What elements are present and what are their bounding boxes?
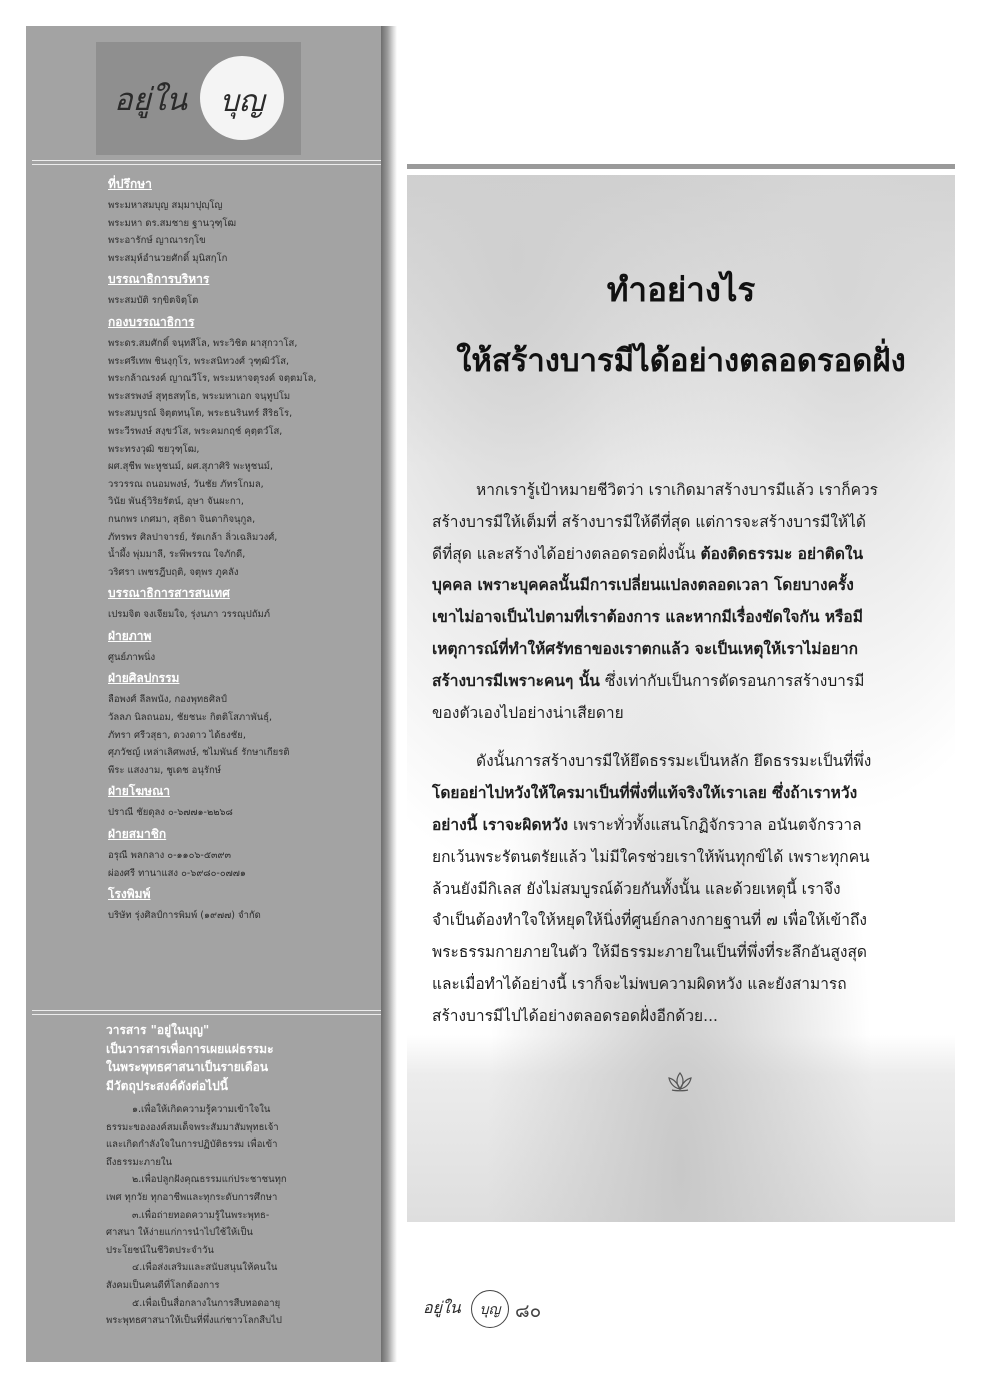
sidebar-shadow xyxy=(381,26,397,1362)
article-text: พระธรรมกายภายในตัว ให้มีธรรมะภายในเป็นที่พึ่งที่ระลึกอันสูงสุด xyxy=(432,943,867,962)
article-line xyxy=(432,666,930,698)
article-title-line-1: ทำอย่างไร xyxy=(606,270,756,309)
footer-logo-script: อยู่ใน xyxy=(423,1298,461,1317)
staff-name-line: ผศ.สุชีพ พะหูชนม์, ผศ.สุภาศิริ พะหูชนม์, xyxy=(108,461,274,473)
staff-section xyxy=(108,670,373,779)
sidebar xyxy=(26,26,381,1362)
article-line xyxy=(432,698,930,730)
staff-name-line: ปราณี ชัยดุลง ๐-๖๗๗๑-๒๒๖๘ xyxy=(108,807,233,819)
article-line xyxy=(432,778,930,810)
article-text: ของตัวเองไปอย่างน่าเสียดาย xyxy=(432,703,624,722)
page-number: ๘๐ xyxy=(515,1300,542,1322)
staff-name-line: วรวรรณ ถนอมพงษ์, วันชัย ภัทรโกมล, xyxy=(108,478,264,490)
staff-section-title: ฝ่ายศิลปกรรม xyxy=(108,671,180,686)
staff-section-title: บรรณาธิการสารสนเทศ xyxy=(108,586,230,601)
journal-heading-line: เป็นวารสารเพื่อการเผยแผ่ธรรมะ xyxy=(106,1041,274,1056)
article-text: ยกเว้นพระรัตนตรัยแล้ว ไม่มีใครช่วยเราให้พ้นทุกข์ได้ เพราะทุกคน xyxy=(432,847,870,866)
article-line xyxy=(432,874,930,906)
staff-section-title: บรรณาธิการบริหาร xyxy=(108,272,210,287)
journal-objectives xyxy=(106,1021,374,1330)
staff-name-line: พีระ แสงงาม, ชูเดช อนุรักษ์ xyxy=(108,764,221,776)
staff-name-line: ศูนย์ภาพนิ่ง xyxy=(108,651,156,663)
journal-objective-line: ๓.เพื่อถ่ายทอดความรู้ในพระพุทธ- xyxy=(132,1209,270,1221)
article-text-bold: สร้างบารมีเพราะคนๆ นั้น xyxy=(432,671,600,690)
footer-logo-circle-text: บุญ xyxy=(479,1302,501,1318)
article-text: หากเรารู้เป้าหมายชีวิตว่า เราเกิดมาสร้างบารมีแล้ว เราก็ควร xyxy=(476,481,879,499)
staff-name-line: พระสมบูรณ์ จิตฺตทนฺโต, พระธนรินทร์ สีริธโร, xyxy=(108,408,293,420)
article-text: ดังนั้นการสร้างบารมีให้ยึดธรรมะเป็นหลัก ยึดธรรมะเป็นที่พึ่ง xyxy=(476,752,872,771)
lotus-icon xyxy=(664,1070,696,1092)
article-text: สร้างบารมีไปได้อย่างตลอดรอดฝั่งอีกด้วย... xyxy=(432,1006,718,1025)
article-text: ล้วนยังมีกิเลส ยังไม่สมบูรณ์ด้วยกันทั้งนั้น และด้วยเหตุนี้ เราจึง xyxy=(432,879,841,898)
staff-name-line: วริศรา เพชรฎีบฤติ, จตุพร ภูคลัง xyxy=(108,566,239,578)
article-line xyxy=(432,905,930,937)
staff-name-line: ภัทรพร ศิลปาจารย์, รัตเกล้า ลิ่วเฉลิมวงศ์, xyxy=(108,531,278,543)
staff-name-line: พระวีรพงษ์ สงฺขวํโส, พระคมกฤช์ คุตฺตวํโส, xyxy=(108,425,283,437)
article-text-bold: เหตุการณ์ที่ทำให้ศรัทธาของเราตกแล้ว จะเป็นเหตุให้เราไม่อยาก xyxy=(432,639,859,658)
article-line xyxy=(432,507,930,539)
article-text-bold: ต้องติดธรรมะ อย่าติดใน xyxy=(700,544,864,563)
article-line xyxy=(432,634,930,666)
journal-objective-line: พระพุทธศาสนาให้เป็นที่พึ่งแก่ชาวโลกสืบไป xyxy=(106,1315,282,1327)
journal-objective-line: และเกิดกำลังใจในการปฏิบัติธรรม เพื่อเข้า xyxy=(106,1139,278,1151)
staff-section-title: ฝ่ายโฆษณา xyxy=(108,784,170,799)
staff-section xyxy=(108,886,373,925)
staff-section xyxy=(108,314,373,581)
journal-objective-line: ถึงธรรมะภายใน xyxy=(106,1156,173,1168)
article-line xyxy=(432,842,930,874)
article-title-line-2: ให้สร้างบารมีได้อย่างตลอดรอดฝั่ง xyxy=(456,343,906,379)
staff-section xyxy=(108,271,373,310)
article-line xyxy=(432,810,930,842)
article-line xyxy=(432,1001,930,1033)
article-body xyxy=(432,475,930,1050)
staff-section xyxy=(108,628,373,667)
staff-name-line: ศุภวัชญ์ เหล่าเลิศพงษ์, ชไมพันธ์ รักษาเกียรติ xyxy=(108,747,290,759)
staff-name-line: อรุณี พลกลาง ๐-๑๑๐๖-๕๓๙๓ xyxy=(108,850,231,862)
journal-objective-line: สังคมเป็นคนดีที่โลกต้องการ xyxy=(106,1279,220,1291)
staff-section-title: กองบรรณาธิการ xyxy=(108,314,195,329)
staff-name-line: บริษัท รุ่งศิลป์การพิมพ์ (๑๙๗๗) จำกัด xyxy=(108,910,261,922)
article-line xyxy=(432,746,930,778)
journal-heading-line: ในพระพุทธศาสนาเป็นรายเดือน xyxy=(106,1060,269,1074)
article-text-bold: โดยอย่าไปหวังให้ใครมาเป็นที่พึ่งที่แท้จริงให้เราเลย ซึ่งถ้าเราหวัง xyxy=(432,784,858,803)
staff-name-line: เปรมจิต จงเจียมใจ, รุ่งนภา วรรณุปถัมภ์ xyxy=(108,609,271,621)
article-text: จำเป็นต้องทำใจให้หยุดให้นิ่งที่ศูนย์กลางกายฐานที่ ๗ เพื่อให้เข้าถึง xyxy=(432,911,867,930)
journal-objective-line: ศาสนา ให้ง่ายแก่การนำไปใช้ให้เป็น xyxy=(106,1227,253,1239)
article-line xyxy=(432,937,930,969)
article-text: ซึ่งเท่ากับเป็นการตัดรอนการสร้างบารมี xyxy=(599,671,865,690)
magazine-logo xyxy=(96,42,301,155)
journal-objective-line: ๔.เพื่อส่งเสริมและสนับสนุนให้คนใน xyxy=(132,1262,278,1274)
article-text: สร้างบารมีให้เต็มที่ สร้างบารมีให้ดีที่สุด แต่การจะสร้างบารมีให้ได้ xyxy=(432,512,866,531)
staff-name-line: วินัย พันธุ์วิริยรัตน์, อุษา จันผะกา, xyxy=(108,496,244,508)
article-line xyxy=(432,475,930,507)
article-line xyxy=(432,602,930,634)
staff-section-title: ฝ่ายสมาชิก xyxy=(108,827,167,842)
staff-name-line: พระดร.สมศักดิ์ จนฺทสีโล, พระวิชิต ผาสุกวาโส, xyxy=(108,337,298,349)
staff-name-line: กนกพร เกศมา, สุธิดา จินดากิจนุกูล, xyxy=(108,513,256,525)
article-line xyxy=(432,539,930,571)
staff-section xyxy=(108,783,373,822)
journal-objective-line: ๑.เพื่อให้เกิดความรู้ความเข้าใจใน xyxy=(132,1104,271,1115)
logo-script-text: อยู่ใน xyxy=(114,82,188,118)
journal-objective-line: ประโยชน์ในชีวิตประจำวัน xyxy=(106,1244,214,1256)
staff-section xyxy=(108,176,373,267)
article-top-rule xyxy=(407,164,955,169)
logo-circle-text: บุญ xyxy=(219,84,265,119)
staff-name-line: พระมหา ดร.สมชาย ฐานวุฑฺโฒ xyxy=(108,217,237,229)
article-text: เพราะทั่วทั้งแสนโกฏิจักรวาล อนันตจักรวาล xyxy=(568,815,862,834)
staff-section-title: ฝ่ายภาพ xyxy=(108,628,152,643)
article-line xyxy=(432,570,930,602)
staff-list xyxy=(108,176,373,929)
staff-section-title: โรงพิมพ์ xyxy=(108,887,151,902)
staff-name-line: ลือพงศ์ ลีลพนัง, กองพุทธศิลป์ xyxy=(108,694,227,706)
staff-section xyxy=(108,826,373,882)
staff-name-line: พระสมุห์อำนวยศักดิ์ มุนิสกฺโก xyxy=(108,252,228,264)
logo-circle xyxy=(200,56,284,140)
staff-section xyxy=(108,585,373,624)
staff-section-title: ที่ปรึกษา xyxy=(108,177,152,191)
footer-logo-circle xyxy=(471,1290,509,1328)
journal-objective-line: ธรรมะขององค์สมเด็จพระสัมมาสัมพุทธเจ้า xyxy=(106,1121,279,1133)
staff-name-line: พระศรีเทพ ชินงฺกุโร, พระสนิทวงศ์ วุฑฺฒิวํโส, xyxy=(108,355,290,367)
staff-name-line: วัลลภ นิลถนอม, ชัยชนะ กิตติโสภาพันธุ์, xyxy=(108,712,273,724)
sidebar-divider-top xyxy=(32,160,381,165)
article-text-bold: บุคคล เพราะบุคคลนั้นมีการเปลี่ยนแปลงตลอดเวลา โดยบางครั้ง xyxy=(432,576,854,595)
article-text: ดีที่สุด และสร้างได้อย่างตลอดรอดฝั่งนั้น xyxy=(432,544,701,563)
staff-name-line: พระสรพงษ์ สุทฺธสทฺโธ, พระมหาเอก จนฺทูปโม xyxy=(108,390,291,402)
staff-name-line: พระทรงวุฒิ ชยวุฑฺโฒ, xyxy=(108,443,200,455)
journal-objective-line: ๒.เพื่อปลูกฝังคุณธรรมแก่ประชาชนทุก xyxy=(132,1174,287,1186)
article-text-bold: เขาไม่อาจเป็นไปตามที่เราต้องการ และหากมีเรื่องขัดใจกัน หรือมี xyxy=(432,608,863,627)
staff-name-line: ภัทรา ศรีวสุธา, ดวงดาว ได้ธงชัย, xyxy=(108,729,246,741)
staff-name-line: ผ่องศรี ทานาแสง ๐-๖๙๘๐-๐๗๗๑ xyxy=(108,867,246,879)
journal-heading-line: มีวัตถุประสงค์ดังต่อไปนี้ xyxy=(106,1078,228,1093)
staff-name-line: พระอารักษ์ ญาณารกฺโข xyxy=(108,235,206,247)
sidebar-divider-bottom xyxy=(32,1010,381,1015)
staff-name-line: พระสมบัติ รกฺขิตจิตฺโต xyxy=(108,295,199,307)
article-paragraph xyxy=(432,746,930,1032)
staff-name-line: พระมหาสมบุญ สมฺมาปุญฺโญ xyxy=(108,200,223,211)
journal-objective-line: ๕.เพื่อเป็นสื่อกลางในการสืบทอดอายุ xyxy=(132,1297,281,1309)
staff-name-line: พระกล้าณรงค์ ญาณวีโร, พระมหาจตุรงค์ จตฺตมโล, xyxy=(108,373,317,385)
journal-heading-line: วารสาร "อยู่ในบุญ" xyxy=(106,1023,210,1037)
article-text-bold: อย่างนี้ เราจะผิดหวัง xyxy=(432,815,569,834)
article-panel xyxy=(407,175,955,1222)
article-line xyxy=(432,969,930,1001)
article-text: และเมื่อทำได้อย่างนี้ เราก็จะไม่พบความผิดหวัง และยังสามารถ xyxy=(432,974,847,993)
article-paragraph xyxy=(432,475,930,729)
journal-objective-line: เพศ ทุกวัย ทุกอาชีพและทุกระดับการศึกษา xyxy=(106,1191,278,1203)
staff-name-line: น้ำผึ้ง พุ่มมาลี, ระพีพรรณ ใจภักดี, xyxy=(108,549,246,561)
